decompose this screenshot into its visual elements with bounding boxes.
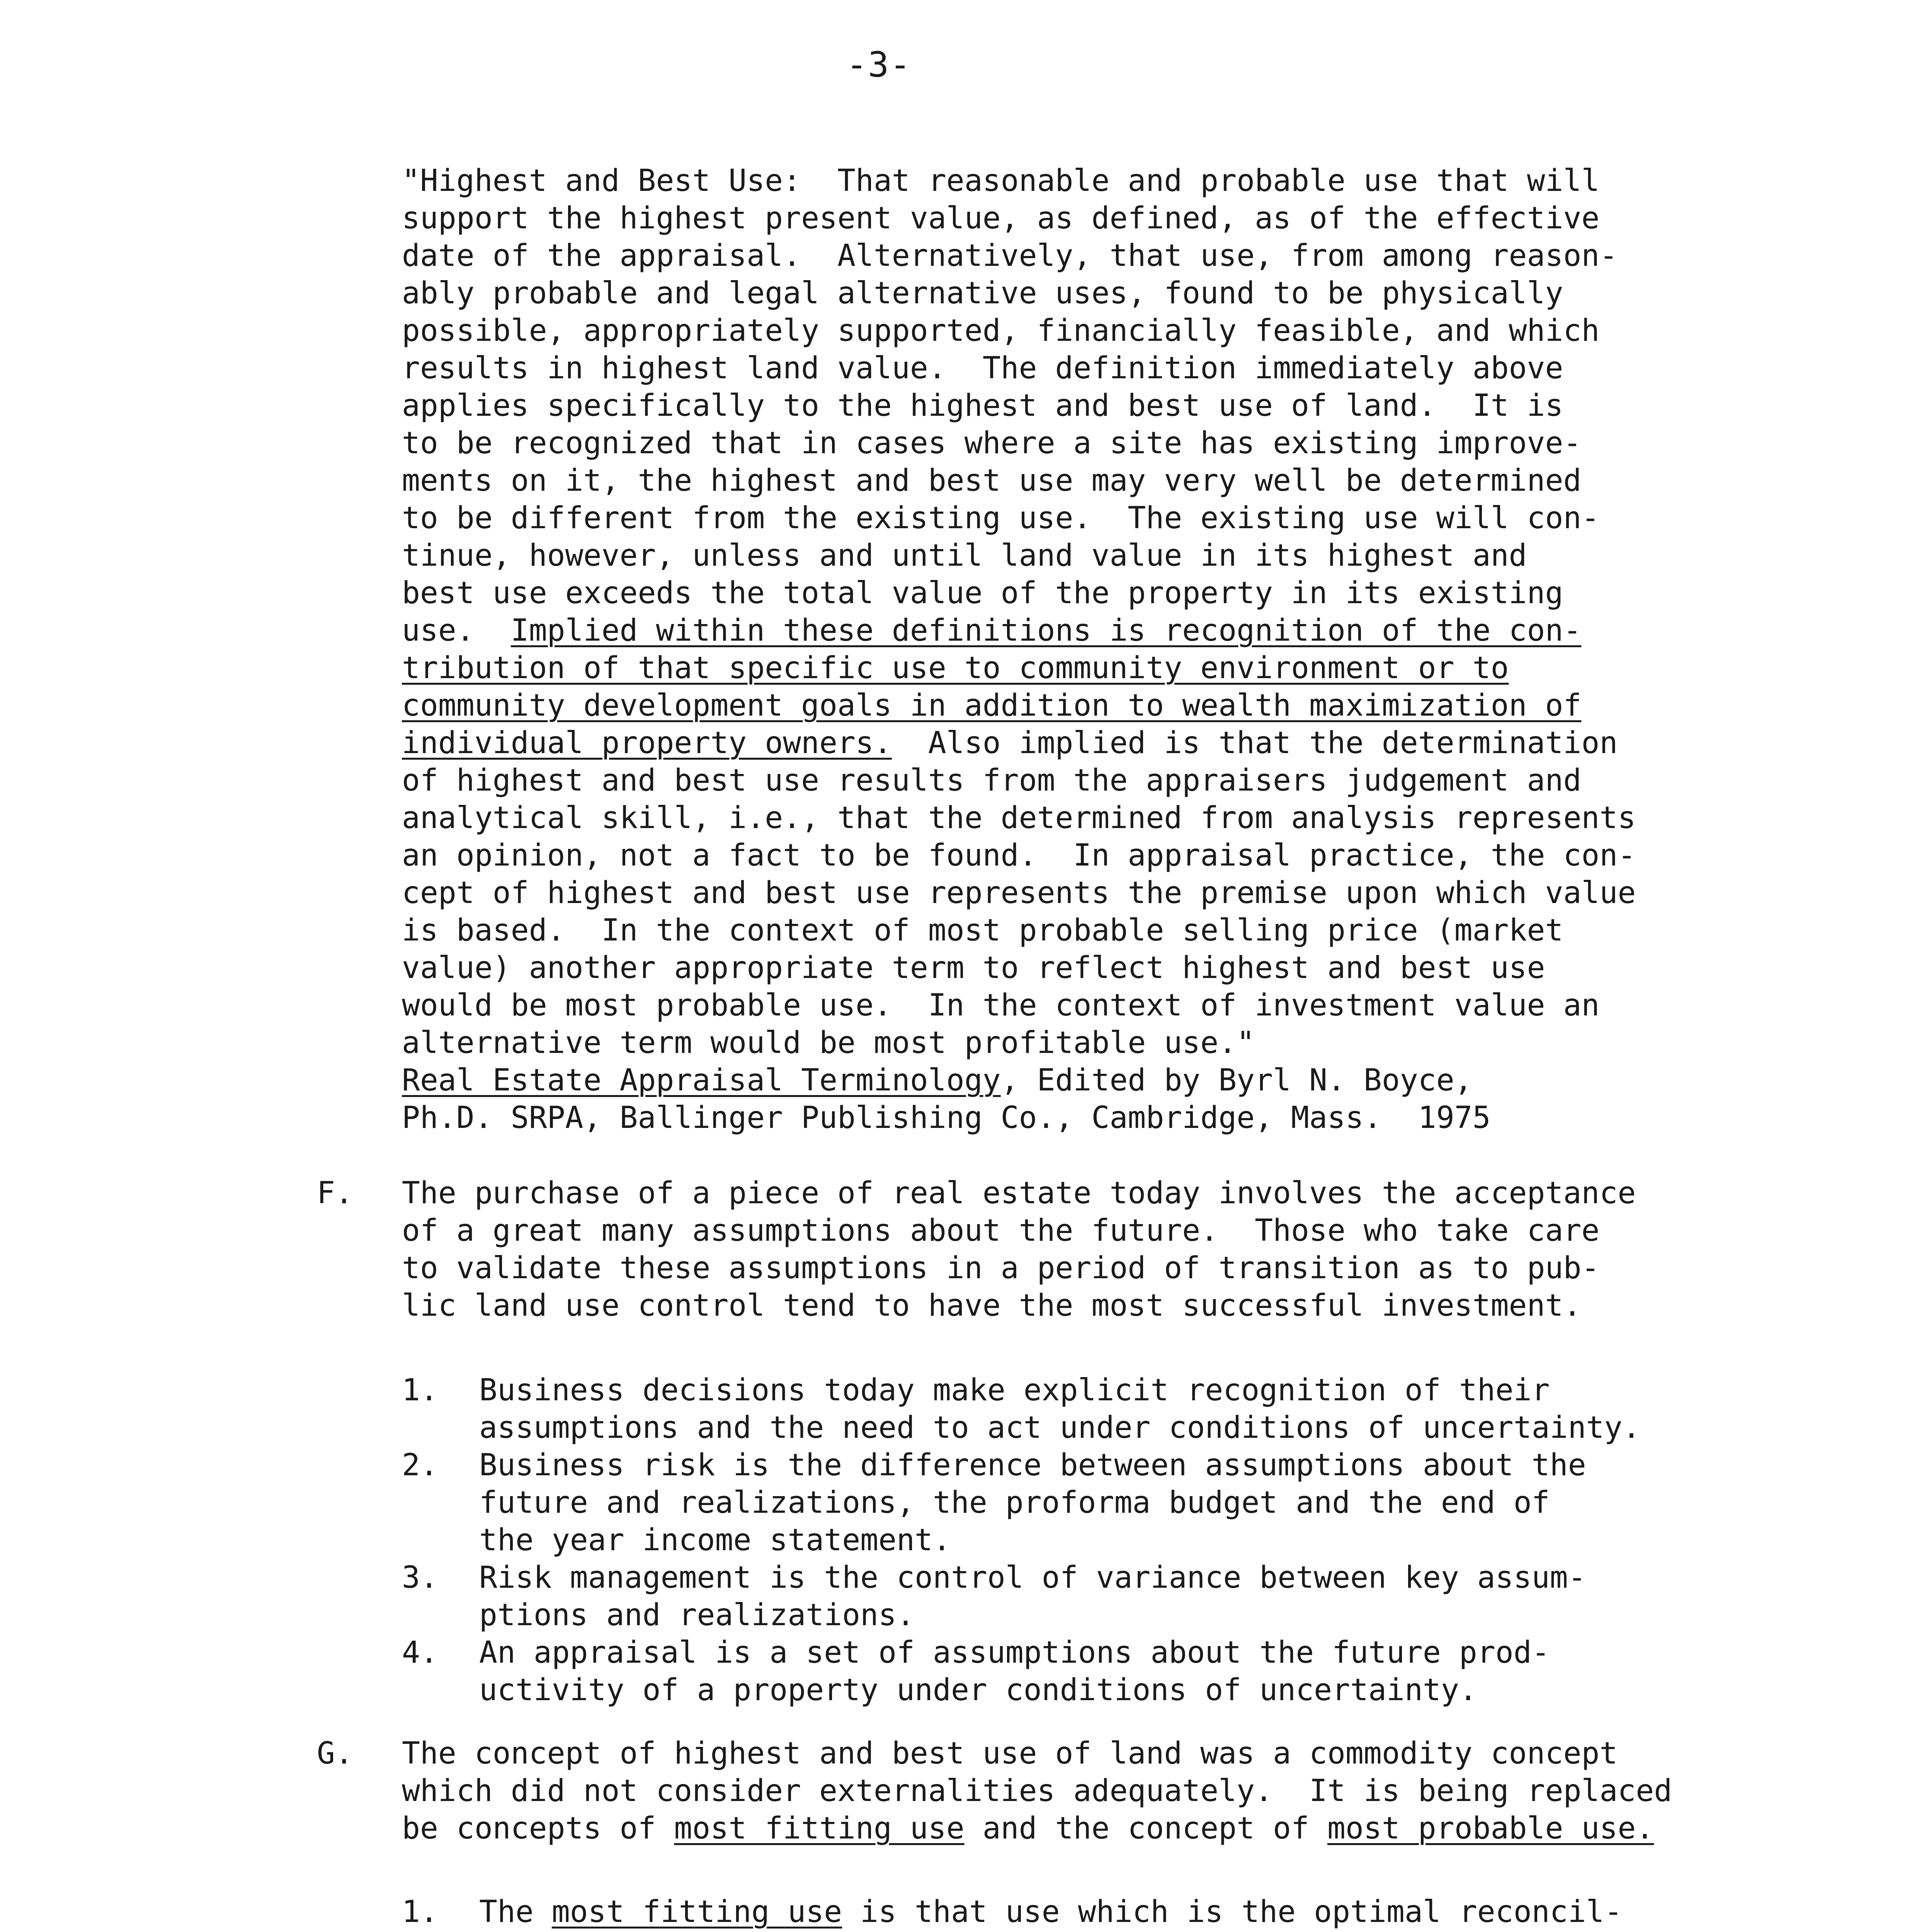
text-line: the year income statement. bbox=[479, 1523, 951, 1558]
quote-line: to be recognized that in cases where a site has existing improve- bbox=[402, 426, 1582, 461]
quote-line: ments on it, the highest and best use may very well be determined bbox=[402, 463, 1582, 498]
quote-line: value) another appropriate term to reflect highest and best use bbox=[402, 951, 1545, 985]
underlined-text: Implied within these definitions is recognition of the con- bbox=[510, 613, 1582, 648]
quote-line: "Highest and Best Use: That reasonable and probable use that will bbox=[402, 163, 1600, 198]
underlined-text: Real Estate Appraisal Terminology bbox=[402, 1063, 1001, 1098]
quote-line: applies specifically to the highest and best use of land. It is bbox=[402, 388, 1563, 423]
quote-line: ably probable and legal alternative uses, found to be physically bbox=[402, 276, 1563, 311]
text-line: Business risk is the difference between assumptions about the bbox=[479, 1448, 1586, 1483]
text-line: to validate these assumptions in a period of transition as to pub- bbox=[402, 1251, 1600, 1286]
text-line: The most fitting use is that use which is the optimal reconcil- bbox=[479, 1895, 1623, 1929]
quote-line: would be most probable use. In the context of investment value an bbox=[402, 988, 1600, 1023]
section-f-item-number: 2. bbox=[402, 1448, 438, 1483]
text-line: which did not consider externalities adequately. It is being replaced bbox=[402, 1774, 1672, 1808]
quote-line: Ph.D. SRPA, Ballinger Publishing Co., Cambridge, Mass. 1975 bbox=[402, 1100, 1491, 1135]
quote-line: of highest and best use results from the appraisers judgement and bbox=[402, 763, 1582, 798]
quote-line: tinue, however, unless and until land value in its highest and bbox=[402, 538, 1527, 573]
quote-line: date of the appraisal. Alternatively, that use, from among reason- bbox=[402, 238, 1618, 273]
quote-line: possible, appropriately supported, financially feasible, and which bbox=[402, 313, 1600, 348]
quote-line: analytical skill, i.e., that the determined from analysis represents bbox=[402, 801, 1636, 835]
section-f-item bbox=[479, 1634, 1550, 1709]
text-line: The concept of highest and best use of land was a commodity concept bbox=[402, 1736, 1618, 1771]
quote-line: support the highest present value, as defined, as of the effective bbox=[402, 201, 1600, 236]
underlined-text: most fitting use bbox=[674, 1811, 964, 1846]
text-line: be concepts of most fitting use and the concept of most probable use. bbox=[402, 1811, 1654, 1846]
section-f-item-number: 3. bbox=[402, 1560, 438, 1595]
section-f-item-number: 1. bbox=[402, 1373, 438, 1408]
section-f-item-number: 4. bbox=[402, 1635, 438, 1670]
quote-line: alternative term would be most profitable use." bbox=[402, 1026, 1255, 1060]
text-line: The purchase of a piece of real estate today involves the acceptance bbox=[402, 1176, 1636, 1211]
section-g-paragraph bbox=[402, 1735, 1672, 1847]
quote-line: is based. In the context of most probable selling price (market bbox=[402, 913, 1563, 948]
text-line: ptions and realizations. bbox=[479, 1598, 915, 1633]
quote-line: to be different from the existing use. The existing use will con- bbox=[402, 501, 1600, 536]
section-g-marker: G. bbox=[317, 1736, 353, 1771]
quote-line: results in highest land value. The definition immediately above bbox=[402, 351, 1563, 386]
highest-best-use-quote bbox=[402, 162, 1636, 1137]
quote-line: use. Implied within these definitions is recognition of the con- bbox=[402, 613, 1582, 648]
quote-line: individual property owners. Also implied is that the determination bbox=[402, 726, 1618, 760]
quote-line: best use exceeds the total value of the property in its existing bbox=[402, 576, 1563, 611]
text-line: assumptions and the need to act under conditions of uncertainty. bbox=[479, 1410, 1641, 1445]
underlined-text: community development goals in addition to wealth maximization of bbox=[402, 688, 1582, 723]
underlined-text: tribution of that specific use to community environment or to bbox=[402, 651, 1509, 685]
underlined-text: individual property owners. bbox=[402, 726, 892, 760]
text-line: lic land use control tend to have the most successful investment. bbox=[402, 1288, 1582, 1323]
text-line: An appraisal is a set of assumptions about the future prod- bbox=[479, 1635, 1550, 1670]
text-line: uctivity of a property under conditions of uncertainty. bbox=[479, 1673, 1477, 1708]
section-f-item bbox=[479, 1559, 1586, 1634]
section-f-paragraph bbox=[402, 1175, 1636, 1325]
section-f-item bbox=[479, 1447, 1586, 1559]
section-f-marker: F. bbox=[317, 1176, 353, 1211]
text-line: Business decisions today make explicit recognition of their bbox=[479, 1373, 1550, 1408]
underlined-text: most fitting use bbox=[551, 1895, 842, 1929]
quote-line bbox=[402, 687, 1636, 724]
section-g-item-number: 1. bbox=[402, 1895, 438, 1929]
text-line: future and realizations, the proforma budget and the end of bbox=[479, 1485, 1550, 1520]
underlined-text: most probable use. bbox=[1327, 1811, 1654, 1846]
text-line: Risk management is the control of variance between key assum- bbox=[479, 1560, 1586, 1595]
quote-line: Real Estate Appraisal Terminology, Edited by Byrl N. Boyce, bbox=[402, 1063, 1473, 1098]
quote-line: cept of highest and best use represents the premise upon which value bbox=[402, 876, 1636, 910]
section-g-item bbox=[479, 1893, 1622, 1932]
section-f-item bbox=[479, 1372, 1640, 1447]
text-line: of a great many assumptions about the future. Those who take care bbox=[402, 1213, 1600, 1248]
quote-line bbox=[402, 650, 1636, 687]
page-number: -3- bbox=[846, 44, 912, 85]
quote-line: an opinion, not a fact to be found. In appraisal practice, the con- bbox=[402, 838, 1636, 873]
